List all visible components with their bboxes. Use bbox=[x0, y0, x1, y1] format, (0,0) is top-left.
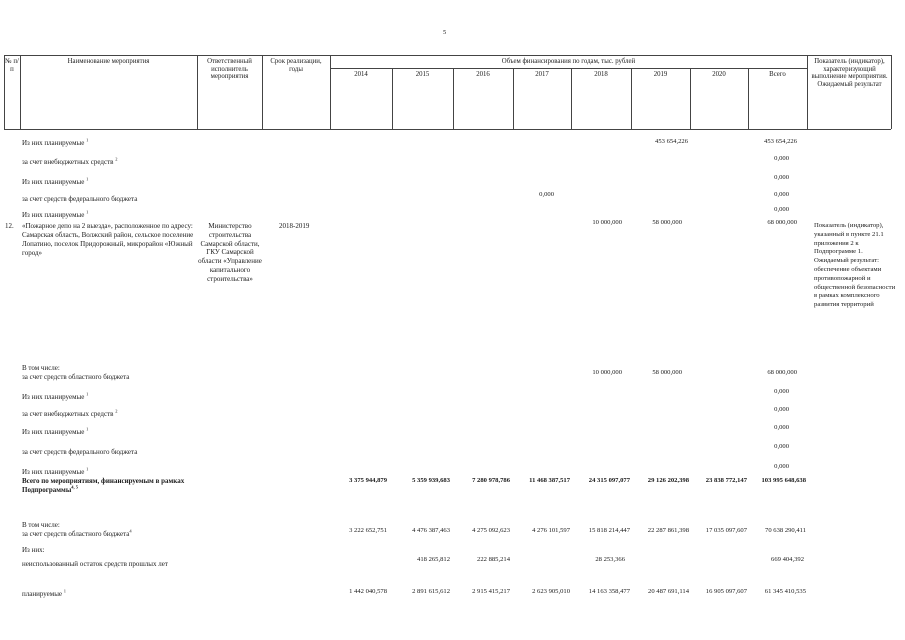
footnote-mark: 2 bbox=[115, 156, 118, 162]
cell-total: 0,000 bbox=[774, 424, 789, 431]
row-label: за счет средств федерального бюджета bbox=[22, 195, 138, 203]
row-label-intro: Из них: bbox=[22, 546, 45, 554]
header-num: № п/п bbox=[5, 58, 19, 73]
header-total: Всего bbox=[769, 71, 786, 78]
cell-2017: 0,000 bbox=[539, 191, 554, 198]
cell-total: 453 654,226 bbox=[764, 138, 797, 145]
row-label: за счет средств областного бюджета bbox=[22, 373, 130, 381]
unused-2016: 222 885,214 bbox=[477, 556, 510, 563]
row-number: 12. bbox=[5, 222, 14, 230]
item-indicator: Показатель (индикатор), указанный в пункте 21.1 приложения 2 к Подпрограмме 1. Ожидаемый результат: обеспечение объектами противопожарной и общественной безопасности в рамках комплексного развития территорий bbox=[814, 222, 896, 309]
cell-total: 0,000 bbox=[774, 406, 789, 413]
footnote-mark: 1 bbox=[86, 426, 89, 432]
planned-2014: 1 442 040,578 bbox=[349, 588, 387, 595]
regional-2014: 3 222 652,751 bbox=[349, 527, 387, 534]
cell-total: 68 000,000 bbox=[767, 219, 797, 226]
header-volume: Объем финансирования по годам, тыс. рублей bbox=[501, 58, 636, 65]
regional-2020: 17 035 097,607 bbox=[705, 527, 747, 534]
footnote-mark: 1 bbox=[86, 466, 89, 472]
row-label: Из них планируемые bbox=[22, 211, 85, 219]
header-year-2019: 2019 bbox=[653, 71, 668, 78]
header-year-2014: 2014 bbox=[354, 71, 368, 78]
unused-total: 669 404,392 bbox=[771, 556, 804, 563]
cell-total: 0,000 bbox=[774, 463, 789, 470]
total-label: Всего по мероприятиям, финансируемым в рамках Подпрограммы bbox=[22, 477, 185, 494]
planned-2017: 2 623 905,010 bbox=[532, 588, 570, 595]
cell-total: 0,000 bbox=[774, 443, 789, 450]
footnote-mark: 1 bbox=[86, 209, 89, 215]
total-2020: 23 838 772,147 bbox=[705, 477, 747, 484]
row-label: Из них планируемые bbox=[22, 139, 85, 147]
footnote-mark: 1 bbox=[63, 588, 67, 594]
header-year-2016: 2016 bbox=[476, 71, 490, 78]
row-label: Из них планируемые bbox=[22, 393, 85, 401]
footnote-mark: 1 bbox=[86, 137, 89, 143]
unused-2018: 28 253,366 bbox=[595, 556, 625, 563]
header-name: Наименование мероприятия bbox=[67, 58, 150, 65]
header-year-2018: 2018 bbox=[594, 71, 608, 78]
planned-2019: 20 487 691,114 bbox=[648, 588, 689, 595]
planned-2020: 16 905 097,607 bbox=[705, 588, 747, 595]
header-indicator: Показатель (индикатор), характеризующий выполнение мероприятия. Ожидаемый результат bbox=[811, 58, 888, 88]
header-period: Срок реализации, годы bbox=[270, 58, 322, 73]
planned-2016: 2 915 415,217 bbox=[472, 588, 510, 595]
page-marker: 5 bbox=[443, 29, 447, 36]
footnote-mark: 4, 5 bbox=[71, 484, 79, 490]
row-label-intro: В том числе: bbox=[22, 521, 60, 529]
item-executor: Министерство строительства Самарской области, ГКУ Самарской области «Управление капитального строительства» bbox=[198, 222, 262, 283]
header-year-2020: 2020 bbox=[712, 71, 726, 78]
row-label: Из них планируемые bbox=[22, 428, 85, 436]
row-label: Из них планируемые bbox=[22, 178, 85, 186]
header-executor: Ответственный исполнитель мероприятия bbox=[207, 58, 252, 81]
total-2017: 11 468 387,517 bbox=[529, 477, 570, 484]
row-label: планируемые bbox=[22, 590, 63, 598]
planned-total: 61 345 410,535 bbox=[764, 588, 806, 595]
cell-total: 68 000,000 bbox=[767, 369, 797, 376]
row-label: Из них планируемые bbox=[22, 468, 85, 476]
total-2019: 29 126 202,398 bbox=[647, 477, 689, 484]
item-name: «Пожарное депо на 2 выезда», расположенное по адресу: Самарская область, Волжский район, сельское поселение Лопатино, поселок Придорожный, микрорайон «Южный город» bbox=[22, 222, 194, 257]
cell-total: 0,000 bbox=[774, 206, 789, 213]
row-label: за счет внебюджетных средств bbox=[22, 410, 114, 418]
total-2014: 3 375 944,879 bbox=[349, 477, 387, 484]
regional-2017: 4 276 101,597 bbox=[532, 527, 570, 534]
row-label: за счет средств федерального бюджета bbox=[22, 448, 138, 456]
total-all: 103 995 648,638 bbox=[761, 477, 806, 484]
cell-total: 0,000 bbox=[774, 174, 789, 181]
planned-2015: 2 891 615,612 bbox=[412, 588, 450, 595]
cell-2019: 58 000,000 bbox=[652, 219, 682, 226]
cell-total: 0,000 bbox=[774, 191, 789, 198]
regional-total: 70 638 290,411 bbox=[765, 527, 806, 534]
row-label: за счет средств областного бюджета bbox=[22, 530, 130, 538]
row-label: за счет внебюджетных средств bbox=[22, 158, 114, 166]
row-label-intro: В том числе: bbox=[22, 364, 60, 372]
footnote-mark: 1 bbox=[86, 176, 89, 182]
footnote-mark: 4 bbox=[129, 528, 132, 534]
row-label: неиспользованный остаток средств прошлых лет bbox=[22, 560, 168, 568]
cell-2018: 10 000,000 bbox=[592, 369, 622, 376]
regional-2018: 15 818 214,447 bbox=[588, 527, 630, 534]
cell-total: 0,000 bbox=[774, 155, 789, 162]
total-2015: 5 359 939,683 bbox=[412, 477, 450, 484]
regional-2016: 4 275 092,623 bbox=[472, 527, 510, 534]
cell-2018: 10 000,000 bbox=[592, 219, 622, 226]
header-year-2017: 2017 bbox=[535, 71, 549, 78]
unused-2015: 418 265,812 bbox=[417, 556, 450, 563]
total-2016: 7 280 978,786 bbox=[472, 477, 510, 484]
regional-2015: 4 476 387,463 bbox=[412, 527, 450, 534]
cell-2019: 453 654,226 bbox=[655, 138, 688, 145]
footnote-mark: 1 bbox=[86, 391, 89, 397]
regional-2019: 22 287 861,398 bbox=[647, 527, 689, 534]
cell-total: 0,000 bbox=[774, 388, 789, 395]
item-period: 2018-2019 bbox=[279, 222, 310, 230]
cell-2019: 58 000,000 bbox=[652, 369, 682, 376]
planned-2018: 14 163 358,477 bbox=[588, 588, 630, 595]
header-year-2015: 2015 bbox=[415, 71, 430, 78]
footnote-mark: 2 bbox=[115, 408, 118, 414]
total-2018: 24 315 097,077 bbox=[588, 477, 630, 484]
